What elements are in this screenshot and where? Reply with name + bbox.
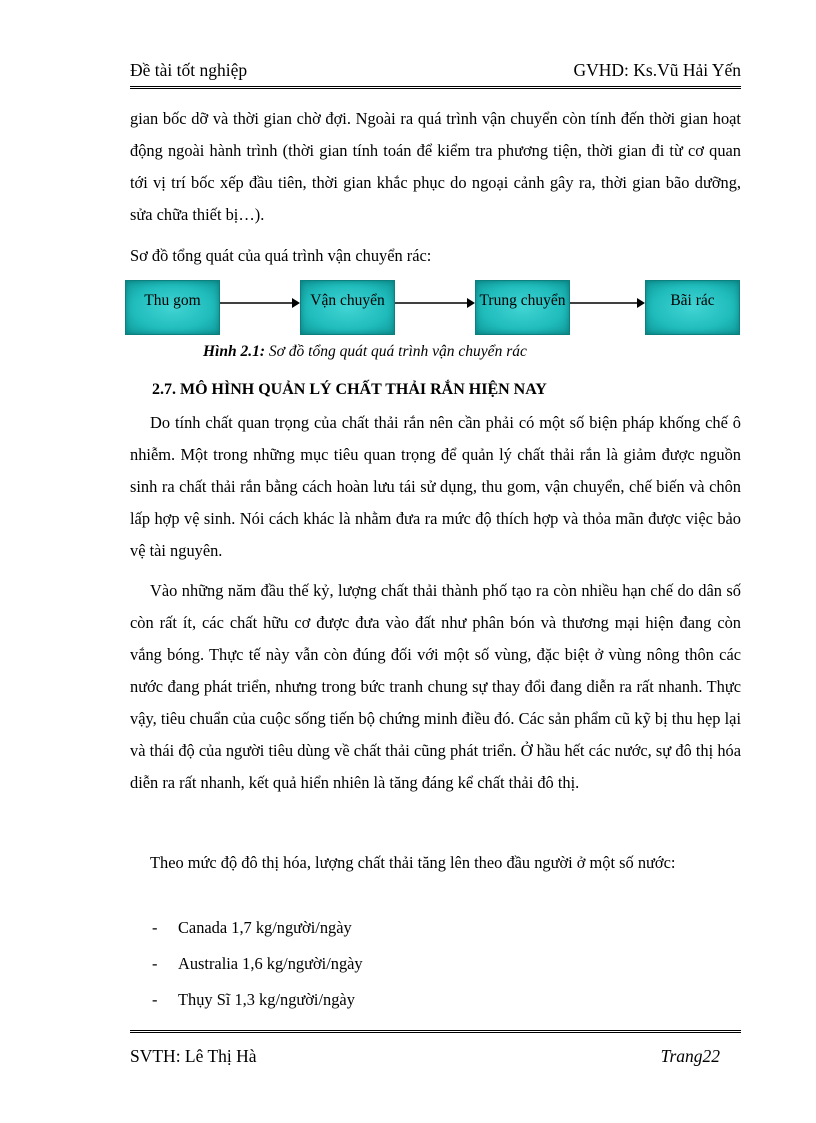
list-dash: - (152, 954, 158, 973)
arrow-icon (220, 297, 300, 309)
diagram-box-transfer (475, 280, 570, 335)
waste-per-capita-list (152, 910, 363, 1018)
arrow-icon (395, 297, 475, 309)
caption-text: Sơ đồ tổng quát quá trình vận chuyển rác (265, 343, 527, 360)
page-header (130, 60, 741, 81)
figure-caption (203, 343, 527, 361)
footer-student: SVTH: Lê Thị Hà (130, 1046, 257, 1066)
arrow-icon (570, 297, 645, 309)
list-item: - Australia 1,6 kg/người/ngày (152, 946, 363, 982)
diagram-box-label: Vận chuyển (310, 292, 385, 309)
list-item: - Thụy Sĩ 1,3 kg/người/ngày (152, 982, 363, 1018)
diagram-intro: Sơ đồ tổng quát của quá trình vận chuyển rác: (130, 246, 432, 265)
list-item: - Canada 1,7 kg/người/ngày (152, 910, 363, 946)
body-paragraph-1: Do tính chất quan trọng của chất thải rắn nên cần phải có một số biện pháp khống chế ô nhiễm. Một trong những mục tiêu quan trọng để quản lý chất thải rắn là giảm được nguồn sinh ra chất thải rắn bằng cách hoàn lưu tái sử dụng, thu gom, vận chuyển, chế biến và chôn lấp hợp vệ sinh. Nói cách khác là nhằm đưa ra mức độ thích hợp và thỏa mãn được việc bảo vệ tài nguyên. (130, 413, 741, 560)
section-heading: 2.7. MÔ HÌNH QUẢN LÝ CHẤT THẢI RẮN HIỆN NAY (152, 381, 547, 398)
body-paragraph-2: Vào những năm đầu thế kỷ, lượng chất thải thành phố tạo ra còn nhiều hạn chế do dân số còn rất ít, các chất hữu cơ được đưa vào đất như phân bón và thương mại hiện đang còn vắng bóng. Thực tế này vẫn còn đúng đối với một số vùng, đặc biệt ở vùng nông thôn các nước đang phát triển, nhưng trong bức tranh chung sự thay đổi đang diễn ra rất nhanh. Thực vậy, tiêu chuẩn của cuộc sống tiến bộ chứng minh điều đó. Các sản phẩm cũ kỹ bị thu hẹp lại và thái độ của người tiêu dùng về chất thải cũng phát triển. Ở hầu hết các nước, sự đô thị hóa diễn ra rất nhanh, kết quả hiển nhiên là tăng đáng kể chất thải đô thị. (130, 581, 741, 792)
body-paragraph-3: Theo mức độ đô thị hóa, lượng chất thải tăng lên theo đầu người ở một số nước: (150, 853, 676, 872)
header-title: Đề tài tốt nghiệp (130, 60, 248, 80)
page-footer (130, 1046, 720, 1067)
diagram-box-collect (125, 280, 220, 335)
diagram-box-label: Trung chuyển (479, 292, 566, 309)
footer-divider (130, 1030, 741, 1033)
page-number: Trang22 (660, 1046, 720, 1066)
diagram-box-landfill (645, 280, 740, 335)
diagram-box-label: Bãi rác (670, 292, 715, 309)
caption-label: Hình 2.1: (203, 343, 266, 360)
diagram-box-label: Thu gom (144, 292, 201, 309)
list-dash: - (152, 990, 158, 1009)
diagram-box-transport (300, 280, 395, 335)
list-dash: - (152, 918, 158, 937)
header-advisor: GVHD: Ks.Vũ Hải Yến (573, 60, 741, 80)
intro-paragraph: gian bốc dỡ và thời gian chờ đợi. Ngoài ra quá trình vận chuyển còn tính đến thời gian hoạt động ngoài hành trình (thời gian tính toán để kiểm tra phương tiện, thời gian đi từ cơ quan tới vị trí bốc xếp đầu tiên, thời gian khắc phục do ngoại cảnh gây ra, thời gian bão dưỡng, sửa chữa thiết bị…). (130, 109, 741, 224)
header-divider (130, 86, 741, 89)
